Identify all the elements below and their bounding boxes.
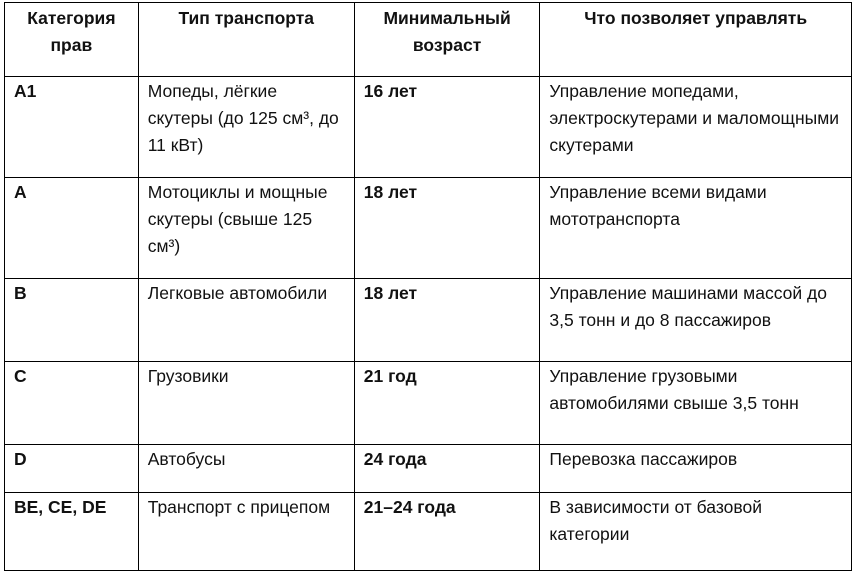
cell-allows: Управление мопедами, электроскутерами и маломощными скутерами	[540, 77, 852, 178]
cell-category: A1	[5, 77, 139, 178]
table-row	[5, 77, 852, 178]
cell-transport: Мотоциклы и мощные скутеры (свыше 125 см³)	[138, 178, 354, 279]
table-row	[5, 178, 852, 279]
table-row	[5, 493, 852, 571]
header-transport: Тип транспорта	[138, 3, 354, 77]
cell-min-age: 21 год	[354, 362, 540, 445]
cell-category: C	[5, 362, 139, 445]
table-row	[5, 445, 852, 493]
cell-allows: Управление грузовыми автомобилями свыше 3,5 тонн	[540, 362, 852, 445]
cell-transport: Легковые автомобили	[138, 279, 354, 362]
cell-min-age: 24 года	[354, 445, 540, 493]
cell-category: A	[5, 178, 139, 279]
table-header-row	[5, 3, 852, 77]
cell-allows: Управление машинами массой до 3,5 тонн и до 8 пассажиров	[540, 279, 852, 362]
cell-allows: Управление всеми видами мототранспорта	[540, 178, 852, 279]
cell-min-age: 21–24 года	[354, 493, 540, 571]
header-category: Категория прав	[5, 3, 139, 77]
cell-min-age: 18 лет	[354, 178, 540, 279]
header-allows: Что позволяет управлять	[540, 3, 852, 77]
table-row	[5, 362, 852, 445]
header-min-age: Минимальный возраст	[354, 3, 540, 77]
cell-allows: Перевозка пассажиров	[540, 445, 852, 493]
cell-category: D	[5, 445, 139, 493]
cell-allows: В зависимости от базовой категории	[540, 493, 852, 571]
cell-transport: Транспорт с прицепом	[138, 493, 354, 571]
cell-min-age: 18 лет	[354, 279, 540, 362]
cell-min-age: 16 лет	[354, 77, 540, 178]
license-categories-table	[4, 2, 852, 571]
cell-category: BE, CE, DE	[5, 493, 139, 571]
cell-category: B	[5, 279, 139, 362]
cell-transport: Грузовики	[138, 362, 354, 445]
cell-transport: Мопеды, лёгкие скутеры (до 125 см³, до 11 кВт)	[138, 77, 354, 178]
table-row	[5, 279, 852, 362]
cell-transport: Автобусы	[138, 445, 354, 493]
